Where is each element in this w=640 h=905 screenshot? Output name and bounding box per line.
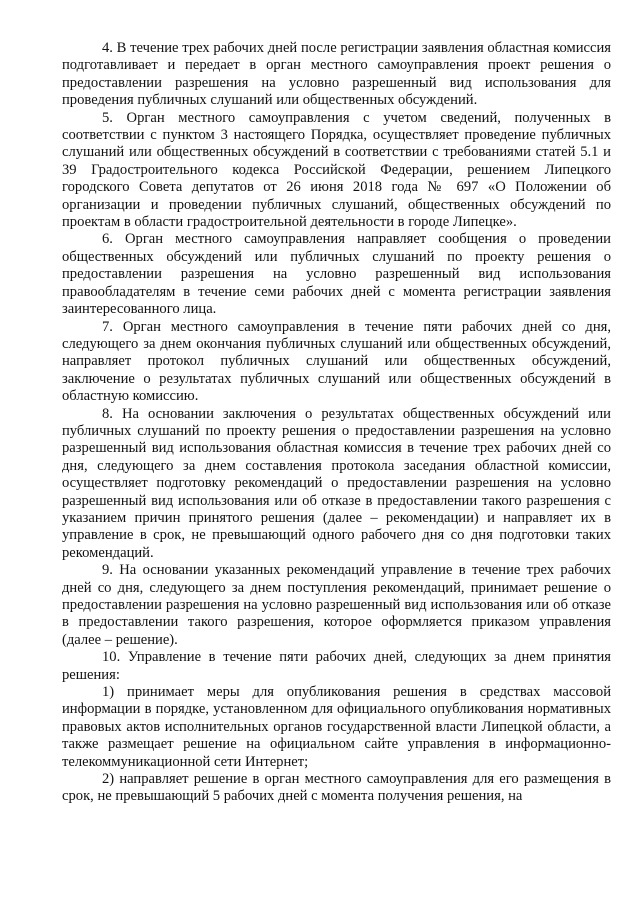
paragraph-6: 6. Орган местного самоуправления направляет сообщения о проведении общественных обсуждений или публичных слушаний по проекту решения о предоставлении разрешения на условно разрешенный вид использования правообладателям в течение семи рабочих дней с момента регистрации заявления заинтересованного лица. [62,231,611,318]
paragraph-4: 4. В течение трех рабочих дней после регистрации заявления областная комиссия подготавливает и передает в орган местного самоуправления проект решения о предоставлении разрешения на условно разрешенный вид использования для проведения публичных слушаний или общественных обсуждений. [62,40,611,109]
paragraph-9: 9. На основании указанных рекомендаций управление в течение трех рабочих дней со дня, следующего за днем поступления рекомендаций, принимает решение о предоставлении разрешения на условно разрешенный вид использования или об отказе в предоставлении такого разрешения, которое оформляется приказом управления (далее – решение). [62,562,611,648]
document-page [62,40,611,806]
subparagraph-10-2: 2) направляет решение в орган местного самоуправления для его размещения в срок, не превышающий 5 рабочих дней с момента получения решения, на [62,771,611,805]
paragraph-8: 8. На основании заключения о результатах общественных обсуждений или публичных слушаний по проекту решения о предоставлении разрешения на условно разрешенный вид использования областная комиссия в течение трех рабочих дней со дня, следующего за днем составления протокола заседания областной комиссии, осуществляет подготовку рекомендаций о предоставлении разрешения на условно разрешенный вид использования или об отказе в предоставлении такого разрешения с указанием причин принятого решения (далее – рекомендации) и направляет их в управление в срок, не превышающий одного рабочего дня со дня подготовки таких рекомендаций. [62,405,611,561]
paragraph-10: 10. Управление в течение пяти рабочих дней, следующих за днем принятия решения: [62,649,611,683]
paragraph-7: 7. Орган местного самоуправления в течение пяти рабочих дней со дня, следующего за днем окончания публичных слушаний или общественных обсуждений, направляет протокол публичных слушаний или общественных обсуждений, заключение о результатах публичных слушаний или общественных обсуждений в областную комиссию. [62,318,611,405]
paragraph-5: 5. Орган местного самоуправления с учетом сведений, полученных в соответствии с пунктом 3 настоящего Порядка, осуществляет проведение публичных слушаний или общественных обсуждений в соответствии с требованиями статей 5.1 и 39 Градостроительного кодекса Российской Федерации, решением Липецкого городского Совета депутатов от 26 июня 2018 года № 697 «О Положении об организации и проведении публичных слушаний, общественных обсуждений по проектам в области градостроительной деятельности в городе Липецке». [62,109,611,231]
subparagraph-10-1: 1) принимает меры для опубликования решения в средствах массовой информации в порядке, установленном для официального опубликования нормативных правовых актов исполнительных органов государственной власти Липецкой области, а также размещает решение на официальном сайте управления в информационно-телекоммуникационной сети Интернет; [62,684,611,770]
